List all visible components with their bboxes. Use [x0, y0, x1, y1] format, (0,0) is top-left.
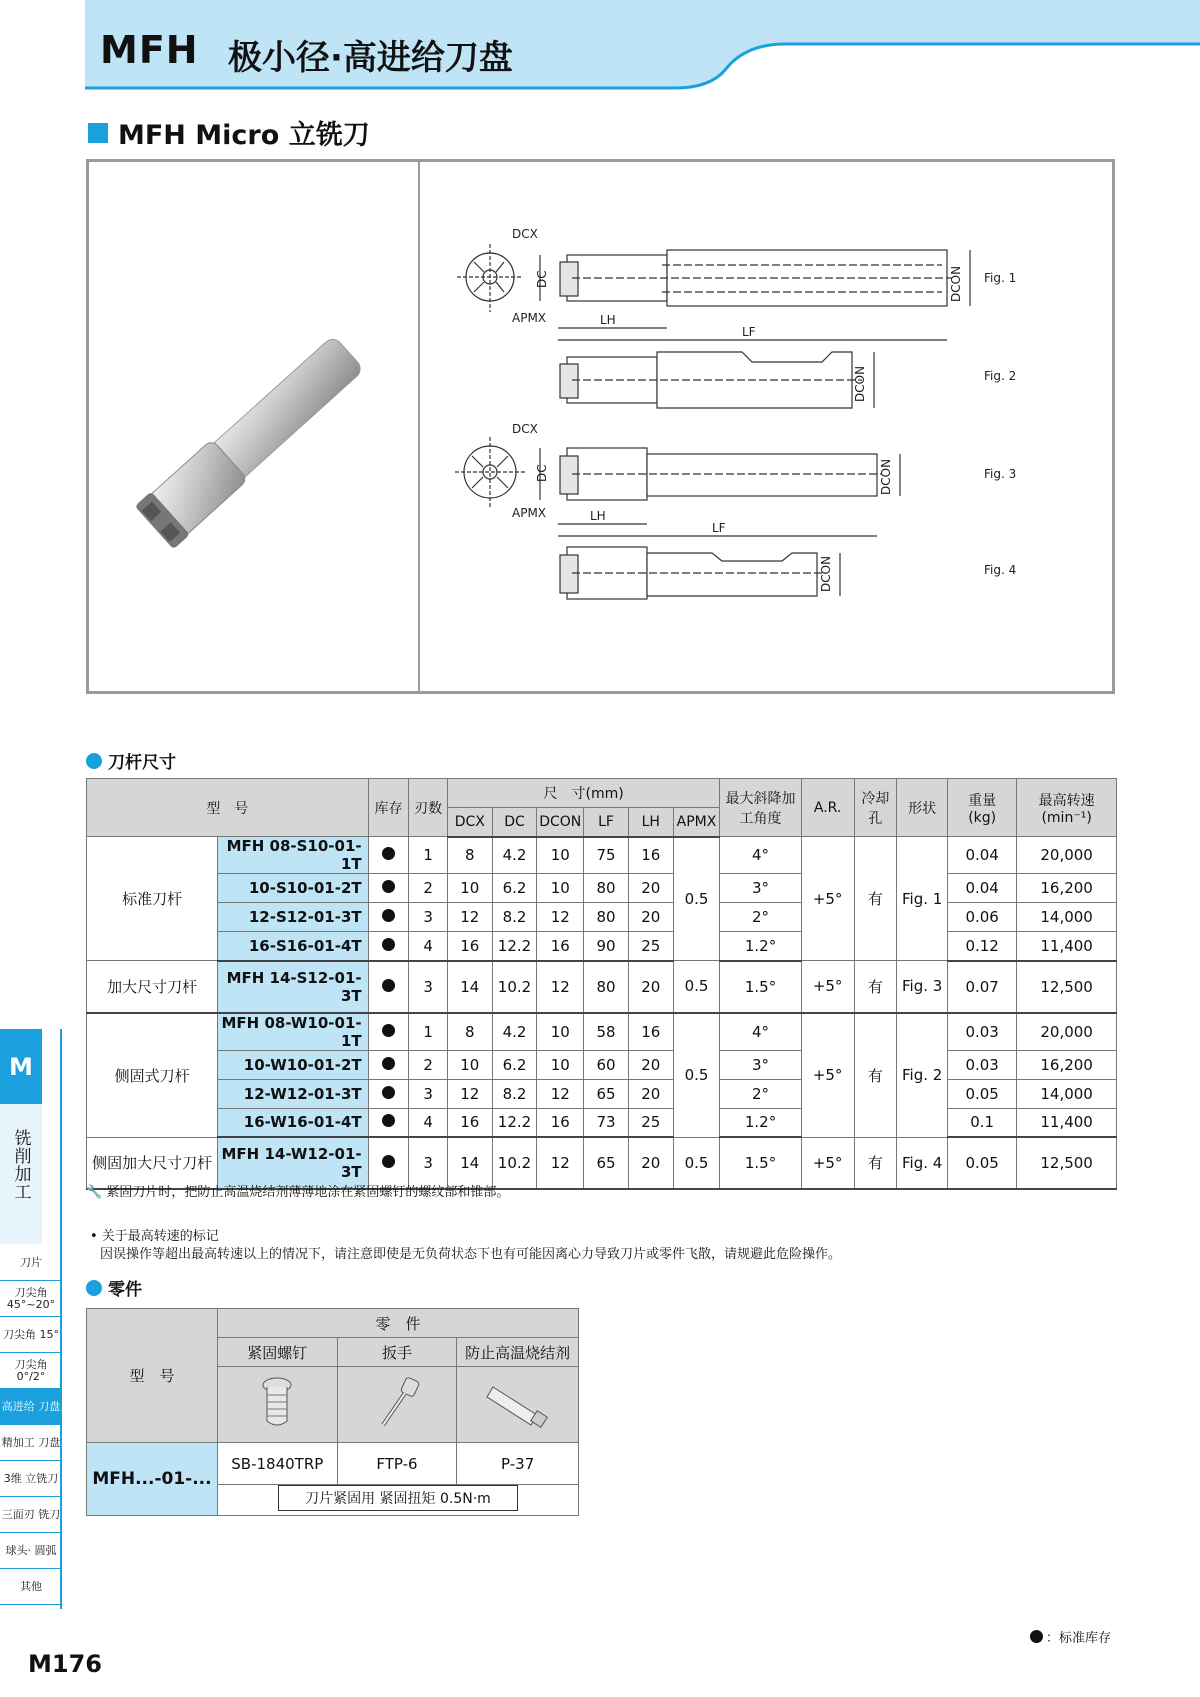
col-flutes: 刃数 — [409, 779, 448, 837]
dc-cell: 6.2 — [492, 1050, 537, 1079]
dcon-cell: 10 — [537, 874, 584, 903]
lf-cell: 80 — [584, 903, 629, 932]
lh-cell: 20 — [628, 961, 673, 1013]
model-code: 10-W10-01-2T — [218, 1050, 368, 1079]
table-row — [87, 874, 1117, 903]
col-weight: 重量 (kg) — [948, 779, 1017, 837]
flutes-cell: 3 — [409, 961, 448, 1013]
ramp-cell: 4° — [720, 837, 801, 874]
circle-bullet-icon — [86, 1280, 102, 1296]
torque-note: 刀片紧固用 紧固扭矩 0.5N·m — [278, 1485, 518, 1511]
label-apmx-3: APMX — [512, 506, 547, 520]
lh-cell: 20 — [628, 874, 673, 903]
wrench-icon — [337, 1367, 457, 1443]
apmx-cell: 0.5 — [673, 837, 720, 961]
section-label: 铣削加工 — [14, 1129, 32, 1203]
ramp-cell: 2° — [720, 903, 801, 932]
dcx-cell: 14 — [447, 961, 492, 1013]
stock-bullet-icon — [382, 938, 395, 951]
speed-cell: 16,200 — [1017, 874, 1117, 903]
page-number: M176 — [28, 1650, 102, 1678]
speed-cell: 16,200 — [1017, 1050, 1117, 1079]
dc-cell: 4.2 — [492, 837, 537, 874]
speed-cell: 11,400 — [1017, 1108, 1117, 1137]
flutes-cell: 1 — [409, 837, 448, 874]
dims-section-heading — [86, 748, 176, 773]
dcon-cell: 12 — [537, 1137, 584, 1189]
fig-4-label: Fig. 4 — [984, 563, 1017, 577]
label-dcx-1: DCX — [512, 227, 538, 241]
screw-icon — [217, 1367, 337, 1443]
apmx-cell: 0.5 — [673, 1013, 720, 1138]
dimension-table — [86, 778, 1117, 1190]
weight-cell: 0.12 — [948, 932, 1017, 961]
category-cell: 侧固式刀杆 — [87, 1013, 218, 1138]
lf-cell: 65 — [584, 1137, 629, 1189]
tube-icon — [457, 1367, 579, 1443]
figure-panel — [86, 159, 1115, 694]
lf-cell: 58 — [584, 1013, 629, 1051]
legend-text: ：标准库存 — [1046, 1631, 1112, 1646]
square-bullet-icon — [88, 123, 108, 143]
side-nav — [0, 1245, 62, 1605]
col-dims: 尺 寸(mm) — [447, 779, 719, 808]
screw-note — [86, 1181, 509, 1200]
ramp-cell: 1.2° — [720, 932, 801, 961]
stock-bullet-icon — [382, 1155, 395, 1168]
col-lf: LF — [584, 808, 629, 837]
ramp-cell: 4° — [720, 1013, 801, 1051]
model-code: 12-W12-01-3T — [218, 1079, 368, 1108]
model-code: 12-S12-01-3T — [218, 903, 368, 932]
side-nav-item[interactable]: 刀片 — [0, 1245, 62, 1281]
lh-cell: 20 — [628, 1050, 673, 1079]
parts-col-wrench: 扳手 — [337, 1338, 457, 1367]
technical-drawings — [422, 162, 1112, 692]
part-screw: SB-1840TRP — [217, 1443, 337, 1485]
parts-model-header: 型 号 — [87, 1309, 218, 1443]
dc-cell: 10.2 — [492, 1137, 537, 1189]
col-lh: LH — [628, 808, 673, 837]
stock-cell — [368, 932, 409, 961]
dcx-cell: 10 — [447, 874, 492, 903]
dcx-cell: 12 — [447, 903, 492, 932]
label-dcon-1: DCON — [949, 265, 963, 302]
table-row — [87, 1108, 1117, 1137]
stock-cell — [368, 961, 409, 1013]
dcx-cell: 8 — [447, 1013, 492, 1051]
circle-bullet-icon — [86, 753, 102, 769]
side-nav-item[interactable]: 三面刃 铣刀 — [0, 1497, 62, 1533]
bullet-icon — [1030, 1630, 1043, 1643]
shape-cell: Fig. 1 — [897, 837, 948, 961]
dcon-cell: 10 — [537, 1050, 584, 1079]
wrench-icon: 🔧 — [86, 1185, 103, 1200]
weight-cell: 0.1 — [948, 1108, 1017, 1137]
stock-cell — [368, 837, 409, 874]
col-shape: 形状 — [897, 779, 948, 837]
stock-bullet-icon — [382, 847, 395, 860]
parts-model: MFH...-01-... — [87, 1443, 218, 1516]
category-cell: 加大尺寸刀杆 — [87, 961, 218, 1013]
side-nav-item[interactable]: 高进给 刀盘 — [0, 1389, 62, 1425]
stock-bullet-icon — [382, 909, 395, 922]
table-row — [87, 1050, 1117, 1079]
lf-cell: 90 — [584, 932, 629, 961]
lf-cell: 60 — [584, 1050, 629, 1079]
dcx-cell: 14 — [447, 1137, 492, 1189]
fig-1-label: Fig. 1 — [984, 271, 1017, 285]
dcon-cell: 12 — [537, 1079, 584, 1108]
label-dcon-3: DCON — [879, 458, 893, 495]
model-code: MFH 14-S12-01-3T — [218, 961, 368, 1013]
lf-cell: 65 — [584, 1079, 629, 1108]
weight-cell: 0.04 — [948, 837, 1017, 874]
cool-cell: 有 — [854, 1137, 897, 1189]
max-speed-title: • 关于最高转速的标记 — [90, 1229, 219, 1244]
flutes-cell: 4 — [409, 932, 448, 961]
dcx-cell: 8 — [447, 837, 492, 874]
stock-bullet-icon — [382, 1057, 395, 1070]
speed-cell: 20,000 — [1017, 1013, 1117, 1051]
flutes-cell: 3 — [409, 1079, 448, 1108]
table-row — [87, 961, 1117, 1013]
ar-cell: +5° — [801, 1013, 854, 1138]
weight-cell: 0.06 — [948, 903, 1017, 932]
part-agent: P-37 — [457, 1443, 579, 1485]
stock-cell — [368, 1079, 409, 1108]
category-cell: 侧固加大尺寸刀杆 — [87, 1137, 218, 1189]
dc-cell: 8.2 — [492, 1079, 537, 1108]
dcon-cell: 16 — [537, 932, 584, 961]
model-code: 10-S10-01-2T — [218, 874, 368, 903]
dcx-cell: 16 — [447, 932, 492, 961]
dcx-cell: 10 — [447, 1050, 492, 1079]
apmx-cell: 0.5 — [673, 1137, 720, 1189]
stock-cell — [368, 903, 409, 932]
dc-cell: 10.2 — [492, 961, 537, 1013]
model-code: 16-S16-01-4T — [218, 932, 368, 961]
lh-cell: 20 — [628, 1137, 673, 1189]
dcx-cell: 12 — [447, 1079, 492, 1108]
flutes-cell: 1 — [409, 1013, 448, 1051]
weight-cell: 0.07 — [948, 961, 1017, 1013]
lh-cell: 16 — [628, 837, 673, 874]
tool-photo — [109, 312, 409, 552]
page-title: 极小径·高进给刀盘 — [228, 38, 513, 78]
figure-divider — [418, 162, 420, 691]
dcon-cell: 10 — [537, 1013, 584, 1051]
dc-cell: 6.2 — [492, 874, 537, 903]
flutes-cell: 3 — [409, 1137, 448, 1189]
dimension-table-body — [87, 837, 1117, 1190]
dcon-cell: 12 — [537, 903, 584, 932]
stock-bullet-icon — [382, 880, 395, 893]
lh-cell: 20 — [628, 1079, 673, 1108]
stock-cell — [368, 874, 409, 903]
model-code: MFH 14-W12-01-3T — [218, 1137, 368, 1189]
label-dc-3: DC — [535, 464, 549, 482]
speed-cell: 14,000 — [1017, 1079, 1117, 1108]
stock-bullet-icon — [382, 1024, 395, 1037]
col-ar: A.R. — [801, 779, 854, 837]
flutes-cell: 2 — [409, 874, 448, 903]
stock-bullet-icon — [382, 1086, 395, 1099]
parts-col-agent: 防止高温烧结剂 — [457, 1338, 579, 1367]
ramp-cell: 3° — [720, 1050, 801, 1079]
label-dcon-2: DCON — [853, 365, 867, 402]
fig-3-label: Fig. 3 — [984, 467, 1017, 481]
dcon-cell: 10 — [537, 837, 584, 874]
subtitle-text: MFH Micro 立铣刀 — [118, 120, 370, 151]
shape-cell: Fig. 2 — [897, 1013, 948, 1138]
side-nav-item[interactable]: 刀尖角 15° — [0, 1317, 62, 1353]
side-nav-item[interactable]: 其他 — [0, 1569, 62, 1605]
speed-cell: 11,400 — [1017, 932, 1117, 961]
parts-section-heading — [86, 1275, 142, 1300]
apmx-cell: 0.5 — [673, 961, 720, 1013]
dc-cell: 4.2 — [492, 1013, 537, 1051]
ar-cell: +5° — [801, 837, 854, 961]
label-lf-1: LF — [742, 325, 756, 339]
fig-2-label: Fig. 2 — [984, 369, 1017, 383]
speed-cell: 12,500 — [1017, 961, 1117, 1013]
dc-cell: 12.2 — [492, 932, 537, 961]
lf-cell: 75 — [584, 837, 629, 874]
label-lf-3: LF — [712, 521, 726, 535]
ar-cell: +5° — [801, 1137, 854, 1189]
side-nav-item[interactable]: 刀尖角 45°~20° — [0, 1281, 62, 1317]
ramp-cell: 2° — [720, 1079, 801, 1108]
ar-cell: +5° — [801, 961, 854, 1013]
dcx-cell: 16 — [447, 1108, 492, 1137]
ramp-cell: 3° — [720, 874, 801, 903]
side-nav-item[interactable]: 3维 立铣刀 — [0, 1461, 62, 1497]
col-dcon: DCON — [537, 808, 584, 837]
flutes-cell: 4 — [409, 1108, 448, 1137]
parts-header: 零 件 — [217, 1309, 578, 1338]
ramp-cell: 1.2° — [720, 1108, 801, 1137]
stock-legend — [1030, 1627, 1111, 1646]
section-tab-m[interactable]: M — [0, 1029, 42, 1104]
dcon-cell: 12 — [537, 961, 584, 1013]
weight-cell: 0.03 — [948, 1050, 1017, 1079]
ramp-cell: 1.5° — [720, 1137, 801, 1189]
lf-cell: 80 — [584, 874, 629, 903]
screw-note-text: 紧固刀片时，把防止高温烧结剂薄薄地涂在紧固螺钉的螺纹部和锥部。 — [106, 1185, 510, 1200]
col-model: 型 号 — [87, 779, 369, 837]
subtitle — [88, 113, 370, 152]
col-speed: 最高转速 (min⁻¹) — [1017, 779, 1117, 837]
parts-table — [86, 1308, 579, 1516]
col-stock: 库存 — [368, 779, 409, 837]
dims-section-title: 刀杆尺寸 — [108, 753, 176, 773]
dc-cell: 8.2 — [492, 903, 537, 932]
speed-cell: 14,000 — [1017, 903, 1117, 932]
stock-bullet-icon — [382, 979, 395, 992]
flutes-cell: 3 — [409, 903, 448, 932]
table-row — [87, 1013, 1117, 1051]
dcon-cell: 16 — [537, 1108, 584, 1137]
weight-cell: 0.03 — [948, 1013, 1017, 1051]
stock-cell — [368, 1013, 409, 1051]
lf-cell: 80 — [584, 961, 629, 1013]
dc-cell: 12.2 — [492, 1108, 537, 1137]
model-code: MFH 08-S10-01-1T — [218, 837, 368, 874]
label-dcon-4: DCON — [819, 555, 833, 592]
model-code: MFH 08-W10-01-1T — [218, 1013, 368, 1051]
side-nav-item[interactable]: 刀尖角 0°/2° — [0, 1353, 62, 1389]
lh-cell: 25 — [628, 932, 673, 961]
cool-cell: 有 — [854, 837, 897, 961]
cool-cell: 有 — [854, 1013, 897, 1138]
side-nav-item[interactable]: 精加工 刀盘 — [0, 1425, 62, 1461]
col-cool: 冷却孔 — [854, 779, 897, 837]
stock-cell — [368, 1050, 409, 1079]
weight-cell: 0.04 — [948, 874, 1017, 903]
col-apmx: APMX — [673, 808, 720, 837]
table-row — [87, 932, 1117, 961]
shape-cell: Fig. 3 — [897, 961, 948, 1013]
parts-section-title: 零件 — [108, 1280, 142, 1300]
col-dcx: DCX — [447, 808, 492, 837]
table-row — [87, 1079, 1117, 1108]
weight-cell: 0.05 — [948, 1137, 1017, 1189]
stock-cell — [368, 1108, 409, 1137]
col-dc: DC — [492, 808, 537, 837]
label-dcx-3: DCX — [512, 422, 538, 436]
weight-cell: 0.05 — [948, 1079, 1017, 1108]
col-ramp: 最大斜降加工角度 — [720, 779, 801, 837]
stock-bullet-icon — [382, 1114, 395, 1127]
ramp-cell: 1.5° — [720, 961, 801, 1013]
parts-col-screw: 紧固螺钉 — [217, 1338, 337, 1367]
label-apmx-1: APMX — [512, 311, 547, 325]
table-row — [87, 903, 1117, 932]
lh-cell: 25 — [628, 1108, 673, 1137]
product-code: MFH — [100, 28, 199, 72]
shape-cell: Fig. 4 — [897, 1137, 948, 1189]
cool-cell: 有 — [854, 961, 897, 1013]
label-lh-1: LH — [600, 313, 616, 327]
model-code: 16-W16-01-4T — [218, 1108, 368, 1137]
table-row — [87, 837, 1117, 874]
speed-cell: 20,000 — [1017, 837, 1117, 874]
lh-cell: 16 — [628, 1013, 673, 1051]
side-nav-item[interactable]: 球头· 圆弧 — [0, 1533, 62, 1569]
label-dc-1: DC — [535, 270, 549, 288]
speed-cell: 12,500 — [1017, 1137, 1117, 1189]
lh-cell: 20 — [628, 903, 673, 932]
category-cell: 标准刀杆 — [87, 837, 218, 961]
label-lh-3: LH — [590, 509, 606, 523]
lf-cell: 73 — [584, 1108, 629, 1137]
flutes-cell: 2 — [409, 1050, 448, 1079]
part-wrench: FTP-6 — [337, 1443, 457, 1485]
max-speed-body: 因误操作等超出最高转速以上的情况下，请注意即使是无负荷状态下也有可能因离心力导致刀片或零件飞散，请规避此危险操作。 — [100, 1247, 842, 1262]
